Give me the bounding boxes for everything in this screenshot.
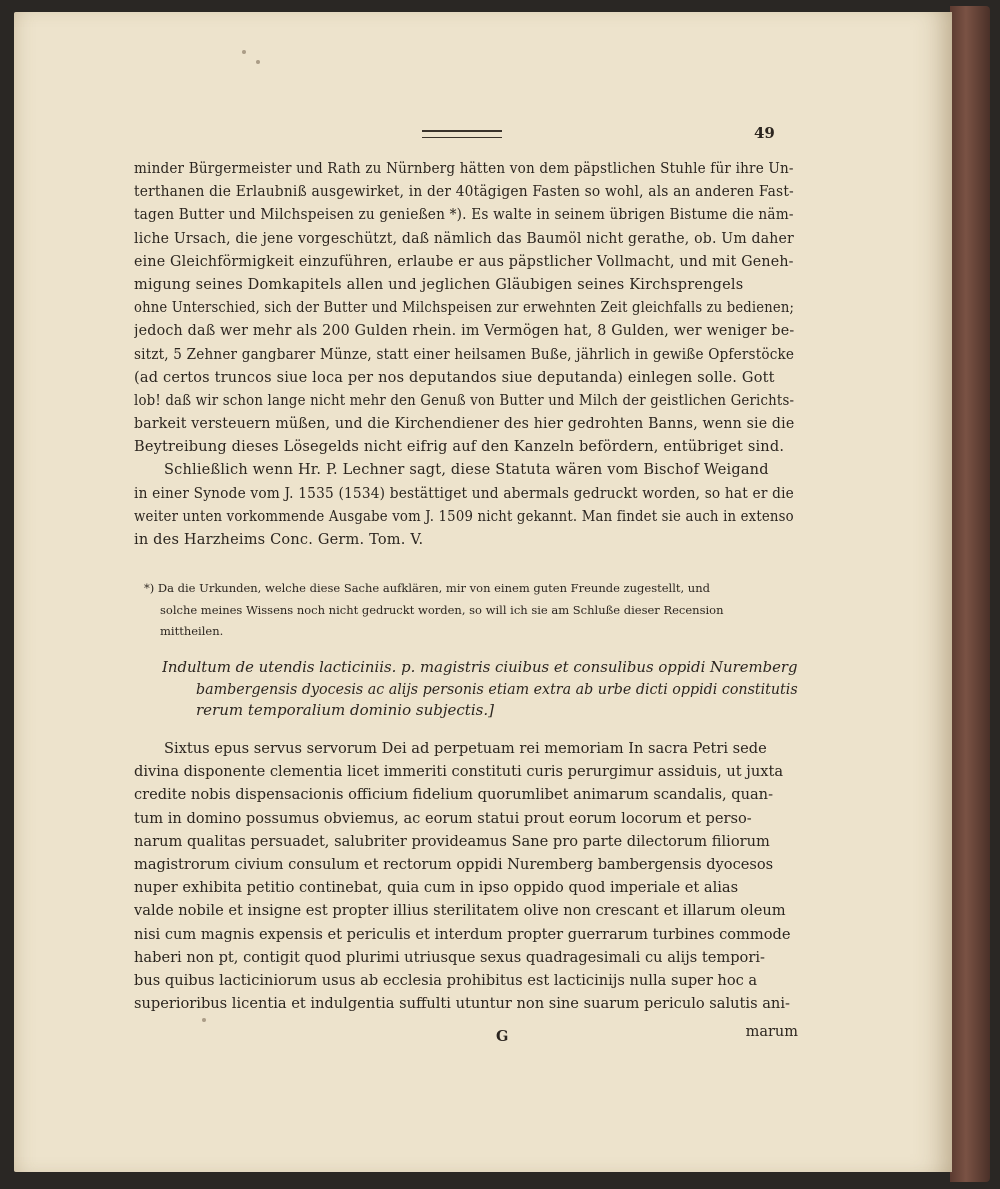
footnote-line: mittheilen. — [160, 624, 224, 638]
latin-line: haberi non pt, contigit quod plurimi utriusque sexus quadragesimali cu alijs tempori- — [134, 948, 765, 966]
title-line: bambergensis dyocesis ac alijs personis etiam extra ab urbe dicti oppidi constitutis — [196, 679, 798, 698]
text-line: Schließlich wenn Hr. P. Lechner sagt, diese Statuta wären vom Bischof Weigand — [164, 462, 769, 479]
paper-spot — [202, 1018, 206, 1022]
latin-line: bus quibus lacticiniorum usus ab ecclesia prohibitus est lacticinijs nulla super hoc a — [134, 971, 758, 989]
latin-document-title — [162, 657, 798, 722]
text-line: barkeit versteuern müßen, und die Kirchendiener des hier gedrohten Banns, wenn sie die — [134, 416, 794, 433]
text-line: lob! daß wir schon lange nicht mehr den Genuß von Butter und Milch der geistlichen Gerichts- — [134, 392, 794, 409]
latin-line: nuper exhibita petitio continebat, quia cum in ipso oppido quod imperiale et alias — [134, 879, 739, 897]
catchword: marum — [745, 1024, 798, 1040]
signature-mark: G — [496, 1028, 509, 1045]
latin-line: narum qualitas persuadet, salubriter provideamus Sane pro parte dilectorum filiorum — [134, 832, 770, 850]
latin-line: magistrorum civium consulum et rectorum oppidi Nuremberg bambergensis dyocesos — [134, 855, 774, 873]
footnote — [134, 578, 794, 643]
german-paragraph — [134, 158, 794, 552]
paper-spot — [256, 60, 260, 64]
page-footer — [134, 1024, 798, 1048]
latin-paragraph — [134, 737, 798, 1015]
latin-line: nisi cum magnis expensis et periculis et interdum propter guerrarum turbines commode — [134, 925, 791, 943]
footnote-line: solche meines Wissens noch nicht gedruckt worden, so will ich sie am Schluße dieser Recension — [160, 602, 724, 617]
book-page — [14, 12, 952, 1172]
text-line: terthanen die Erlaubniß ausgewirket, in der 40tägigen Fasten so wohl, als an anderen Fast- — [134, 184, 794, 201]
latin-line: credite nobis dispensacionis officium fidelium quorumlibet animarum scandalis, quan- — [134, 786, 774, 804]
text-line: migung seines Domkapitels allen und jeglichen Gläubigen seines Kirchsprengels — [134, 276, 744, 293]
latin-line: Sixtus epus servus servorum Dei ad perpetuam rei memoriam In sacra Petri sede — [164, 740, 767, 757]
paper-spot — [242, 50, 246, 54]
book-cover-edge — [950, 6, 990, 1182]
text-line: ohne Unterschied, sich der Butter und Milchspeisen zur erwehnten Zeit gleichfalls zu bedienen; — [134, 300, 794, 317]
latin-line: tum in domino possumus obviemus, ac eorum statui prout eorum locorum et perso- — [134, 809, 752, 827]
text-line: sitzt, 5 Zehner gangbarer Münze, statt einer heilsamen Buße, jährlich in gewiße Opferstöcke — [134, 346, 794, 363]
text-line: liche Ursach, die jene vorgeschützt, daß nämlich das Baumöl nicht gerathe, ob. Um daher — [134, 230, 794, 247]
latin-line: divina disponente clementia licet immeriti constituti curis perurgimur assiduis, ut juxta — [134, 763, 784, 781]
latin-line: valde nobile et insigne est propter illius sterilitatem olive non crescant et illarum oleum — [134, 902, 786, 920]
text-line: in einer Synode vom J. 1535 (1534) bestättiget und abermals gedruckt worden, so hat er die — [134, 485, 794, 502]
text-line: Beytreibung dieses Lösegelds nicht eifrig auf den Kanzeln befördern, entübriget sind. — [134, 439, 785, 456]
text-line: minder Bürgermeister und Rath zu Nürnberg hätten von dem päpstlichen Stuhle für ihre Un- — [134, 161, 794, 177]
footnote-line: *) Da die Urkunden, welche diese Sache aufklären, mir von einem guten Freunde zugestellt, und — [144, 581, 710, 595]
header-rule — [422, 130, 502, 138]
text-line: in des Harzheims Conc. Germ. Tom. V. — [134, 532, 424, 548]
text-line: (ad certos truncos siue loca per nos deputandos siue deputanda) einlegen solle. Gott — [134, 369, 775, 386]
text-line: weiter unten vorkommende Ausgabe vom J. 1509 nicht gekannt. Man findet sie auch in extenso — [134, 508, 794, 525]
text-line: tagen Butter und Milchspeisen zu genießen *). Es walte in seinem übrigen Bistume die näm- — [134, 207, 794, 224]
title-line: Indultum de utendis lacticiniis. p. magistris ciuibus et consulibus oppidi Nuremberg — [162, 658, 798, 676]
title-line: rerum temporalium dominio subjectis.] — [196, 701, 494, 719]
text-line: jedoch daß wer mehr als 200 Gulden rhein. im Vermögen hat, 8 Gulden, wer weniger be- — [134, 323, 794, 340]
text-line: eine Gleichförmigkeit einzuführen, erlaube er aus päpstlicher Vollmacht, und mit Geneh- — [134, 253, 794, 270]
page-number: 49 — [754, 124, 775, 142]
latin-line: superioribus licentia et indulgentia suffulti utuntur non sine suarum periculo salutis ani- — [134, 995, 790, 1013]
